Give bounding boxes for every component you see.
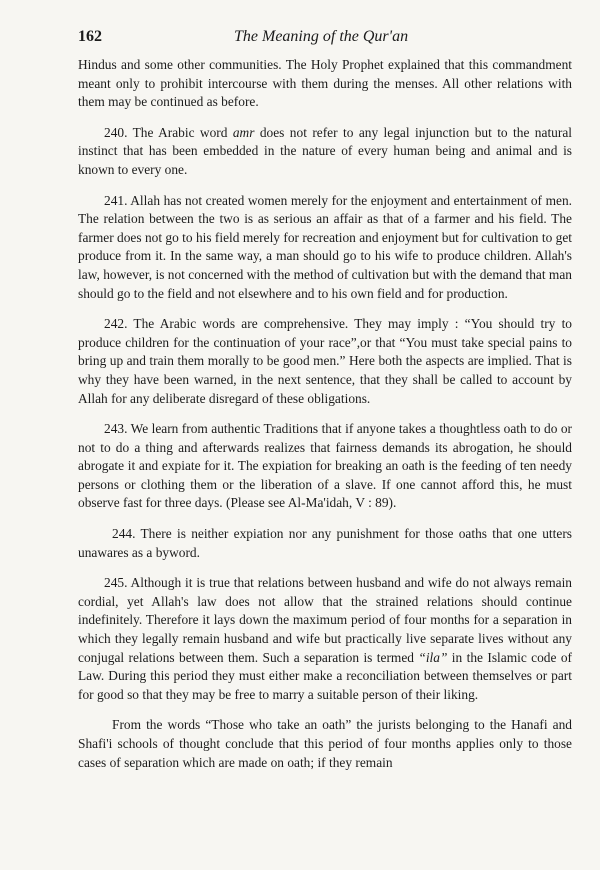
paragraph-text: 241. Allah has not created women merely for the enjoyment and entertainment of men. The relation between the two is as serious an affair as that of a farmer and his field. The farmer does not go to his field merely for recreation and enjoyment but for cultivation to get produce from it. In the same way, a man should go to his wife to produce children. Allah's law, however, is not concerned with the method of cultivation but with the demand that man should go to the field and not elsewhere and to his own field and for production. [78,192,572,301]
page-header [78,22,572,56]
arabic-term: amr [232,124,255,140]
paragraph-note-243 [78,420,572,513]
running-title: The Meaning of the Qur'an [234,28,409,45]
paragraph-text: 242. The Arabic words are comprehensive. They may imply : “You should try to produce children for the continuation of your race”,or that “You must take special pains to bring up and train them morally to be good men.” Here both the aspects are implied. That is why they have been warned, in the next sentence, that they shall be called to account by Allah for any deliberate disregard of these obligations. [78,316,572,406]
paragraph-note-241 [78,192,572,304]
paragraph-text: 244. There is neither expiation nor any punishment for those oaths that one utters unawares as a byword. [78,526,572,560]
paragraph-note-240 [78,124,572,180]
page-number: 162 [78,28,102,45]
paragraph-text: 243. We learn from authentic Traditions that if anyone takes a thoughtless oath to do or not to do a thing and afterwards realizes that fairness demands its abrogation, he should abrogate it and expiate for it. The expiation for breaking an oath is the feeding of ten needy persons or clothing them or the liberation of a slave. If one cannot afford this, he must observe fast for three days. (Please see Al-Ma'idah, V : 89). [78,421,572,511]
paragraph-text: does not refer to any legal injunction but to the natural instinct that has been embedded in the nature of every human being and animal and is known to every one. [78,124,572,177]
paragraph-text: Hindus and some other communities. The Holy Prophet explained that this commandment meant only to prohibit intercourse with them during the menses. All other relations with them may be continued as before. [78,57,572,110]
paragraph-text: 240. The Arabic word [104,124,233,140]
paragraph-text: 245. Although it is true that relations between husband and wife do not always remain cordial, yet Allah's law does not allow that the strained relations should continue indefinitely. Therefore it lays down the maximum period of four months for a separation in which they legally remain husband and wife but practically live separate lives without any conjugal relations between them. Such a separation is termed [78,575,572,665]
paragraph-text: in the Islamic code of Law. During this period they must either make a reconciliation between themselves or part for good so that they may be free to marry a suitable person of their liking. [78,649,572,702]
paragraph-jurists [78,716,572,772]
paragraph-note-245 [78,574,572,704]
arabic-term: “ila” [418,649,448,665]
paragraph-note-242 [78,315,572,408]
paragraph-continuation [78,56,572,112]
paragraph-text: From the words “Those who take an oath” the jurists belonging to the Hanafi and Shafi'i schools of thought conclude that this period of four months applies only to those cases of separation which are made on oath; if they remain [78,717,572,770]
paragraph-note-244 [78,525,572,562]
